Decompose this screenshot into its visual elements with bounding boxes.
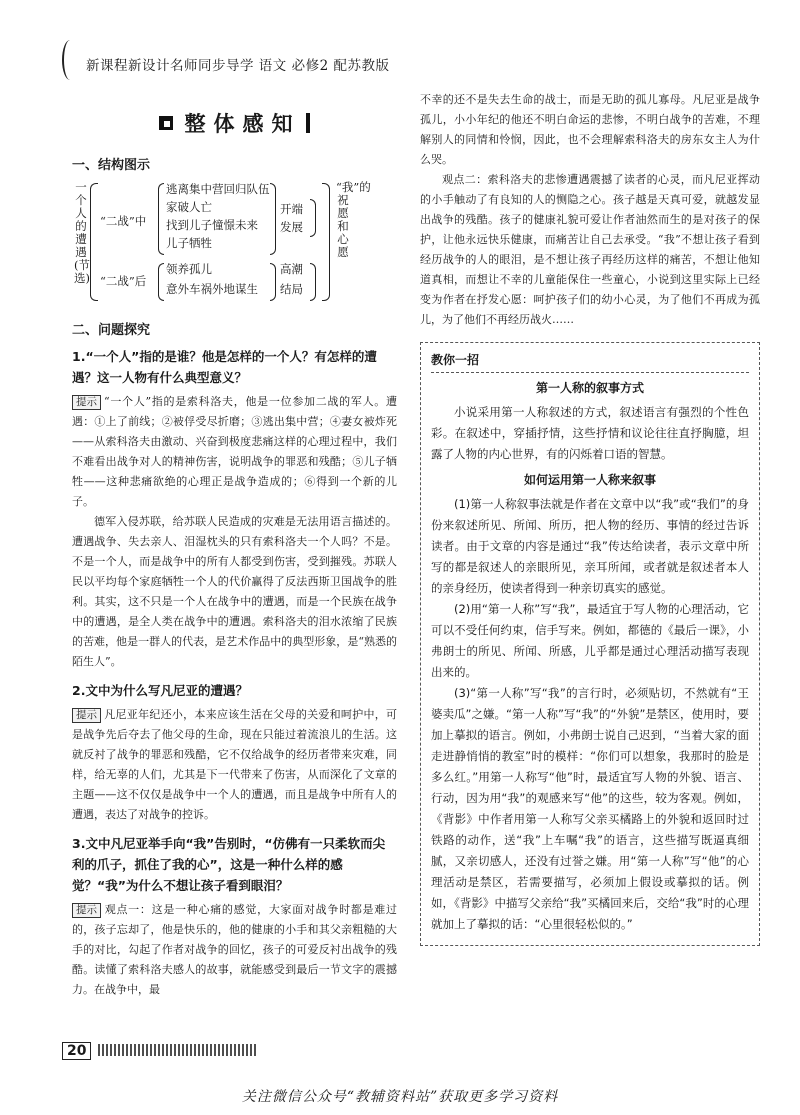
page-header — [62, 40, 762, 80]
diagram-stage-1a: 开端 — [280, 202, 303, 216]
diagram-left-label: 一个人的遭遇(节选) — [74, 180, 90, 285]
banner-icon — [159, 116, 173, 130]
diagram-right-label: “我”的祝愿和心愿 — [336, 180, 371, 259]
tip-paragraph-4: (3)“第一人称”写“我”的言行时，必须贴切，不然就有“王婆卖瓜”之嫌。“第一人称”写“我”的“外貌”是禁区，使用时，要加上摹拟的语言。例如，小弗朗士说自己迟到，“当着大家的面走进静悄悄的教室”时的模样：“你们可以想象，我那时的脸是多么红。”用第一人称写“他”时，最适宜写人物的外貌、语言、行动，因为用“我”的观感来写“他”的这些，较为客观。例如，《背影》中作者用第一人称写父亲买橘路上的外貌和返回时过铁路的动作，送“我”上车嘱“我”的语言，这些描写既逼真细腻，又亲切感人，还没有过誉之嫌。用“第一人称”写“他”的心理活动是禁区，若需要描写，必须加上假设或摹拟的话。例如，《背影》中描写父亲给“我”买橘回来后，交给“我”时的心理就加上了摹拟的话：“心里很轻松似的。” — [431, 686, 749, 931]
right-column — [420, 90, 760, 946]
section-2-title: 二、问题探究 — [72, 323, 151, 338]
question-3: 3.文中凡尼亚举手向“我”告别时，“仿佛有一只柔软而尖利的爪子，抓住了我的心”，这是一种什么样的感觉？“我”为什么不想让孩子看到眼泪？ — [72, 836, 386, 893]
tip-paragraph-1: 小说采用第一人称叙述的方式，叙述语言有强烈的个性色彩。在叙述中，穿插抒情，这些抒情和议论往往直抒胸臆，坦露了人物的内心世界，有的闪烁着口语的智慧。 — [431, 405, 749, 461]
diagram-event-3: 找到儿子憧憬未来 — [166, 218, 258, 232]
diagram-event-5: 领养孤儿 — [166, 262, 212, 276]
diagram-brace-during — [158, 183, 164, 255]
banner-bar — [306, 113, 310, 133]
answer-1-paragraph: 德军入侵苏联，给苏联人民造成的灾难是无法用语言描述的。遭遇战争、失去亲人、泪湿枕头的只有索科洛夫一个人吗？不是。不是一个人，而是战争中的所有人都受到伤害，受到摧残。苏联人民以平均每个家庭牺牲一个人的代价赢得了反法西斯卫国战争的胜利。其实，这不只是一个人在战争中的遭遇，而是一个民族在战争中的遭遇，是全人类在战争中的遭遇。索科洛夫的泪水浓缩了民族的苦难，他是一群人的代表，是艺术作品中的典型形象，是“熟悉的陌生人”。 — [72, 515, 397, 668]
tip-box — [420, 342, 760, 946]
diagram-war-after: “二战”后 — [100, 274, 147, 288]
diagram-brace-main — [90, 183, 98, 301]
answer-2-text: 凡尼亚年纪还小，本来应该生活在父母的关爱和呵护中，可是战争先后夺去了他父母的生命，现在只能过着流浪儿的生活。这就反衬了战争的罪恶和残酷，它不仅给战争的经历者带来灾难，同样，给无辜的人们，尤其是下一代带来了伤害，从而深化了文章的主题——这不仅仅是战争中一个人的遭遇，而且是战争中所有人的遭遇，表达了对战争的控诉。 — [72, 708, 397, 821]
hint-tag: 提示 — [72, 395, 101, 410]
header-title: 新课程新设计名师同步导学 语文 必修2 配苏教版 — [86, 58, 390, 74]
page-number-decoration — [98, 1044, 258, 1056]
diagram-brace-stage2 — [310, 263, 316, 301]
tip-title-1: 第一人称的叙事方式 — [535, 381, 644, 395]
left-column — [72, 90, 397, 1000]
hint-tag: 提示 — [72, 708, 101, 723]
diagram-brace-after — [158, 263, 164, 301]
diagram-stage-2b: 结局 — [280, 282, 303, 296]
diagram-event-4: 儿子牺牲 — [166, 236, 212, 250]
diagram-brace-after-right — [270, 263, 276, 301]
structure-diagram — [72, 179, 397, 309]
page-number-bar — [62, 1042, 262, 1058]
answer-2 — [72, 705, 397, 825]
question-1: 1.“一个人”指的是谁？他是怎样的一个人？有怎样的遭遇？这一人物有什么典型意义？ — [72, 349, 377, 385]
diagram-event-2: 家破人亡 — [166, 200, 212, 214]
diagram-brace-final — [322, 183, 330, 301]
hint-tag: 提示 — [72, 903, 101, 918]
answer-1 — [72, 392, 397, 512]
page-number: 20 — [62, 1042, 91, 1060]
question-2: 2.文中为什么写凡尼亚的遭遇？ — [72, 683, 248, 698]
tip-paragraph-3: (2)用“第一人称”写“我”，最适宜于写人物的心理活动，它可以不受任何约束，信手写来。例如，都德的《最后一课》，小弗朗士的所见、所闻、所感，儿乎都是通过心理活动描写表现出来的。 — [431, 602, 749, 679]
diagram-event-6: 意外车祸外地谋生 — [166, 282, 258, 296]
diagram-stage-2a: 高潮 — [280, 262, 303, 276]
answer-3-text: 观点一：这是一种心痛的感觉，大家面对战争时都是难过的，孩子忘却了，他是快乐的，他的健康的小手和其父亲粗糙的大手的对比，勾起了作者对战争的回忆，孩子的可爱反衬出战争的残酷。读懂了索科洛夫感人的故事，就能感受到最后一节文字的震撼力。在战争中，最 — [72, 903, 397, 996]
diagram-brace-during-right — [270, 183, 276, 255]
right-paragraph-1: 不幸的还不是失去生命的战士，而是无助的孤儿寡母。凡尼亚是战争孤儿，小小年纪的他还不明白命运的悲惨，不明白战争的苦难，不理解别人的同情和怜悯，因此，也不会理解索科洛夫的房东女主人为什么哭。 — [420, 93, 760, 166]
answer-1-text: “一个人”指的是索科洛夫，他是一位参加二战的军人。遭遇：①上了前线；②被俘受尽折磨；③逃出集中营；④妻女被炸死——从索科洛夫由激动、兴奋到极度悲痛这样的心理过程中，我们不难看出战争对人的精神伤害，说明战争的罪恶和残酷；⑤儿子牺牲——这种悲痛欲绝的心理正是战争造成的；⑥得到一个新的儿子。 — [72, 395, 397, 508]
tip-box-header: 教你一招 — [431, 351, 749, 373]
header-bracket — [62, 40, 78, 80]
section-1-title: 一、结构图示 — [72, 158, 151, 173]
tip-title-2: 如何运用第一人称来叙事 — [523, 473, 656, 487]
diagram-war-during: “二战”中 — [100, 214, 147, 228]
banner-title: 整体感知 — [184, 112, 301, 136]
diagram-event-1: 逃离集中营回归队伍 — [166, 182, 270, 196]
tip-paragraph-2: (1)第一人称叙事法就是作者在文章中以“我”或“我们”的身份来叙述所见、所闻、所历，把人物的经历、事情的经过告诉读者。由于文章的内容是通过“我”传达给读者，表示文章中所写的都是叙述人的亲眼所见，亲耳所闻，或者就是叙述者本人的亲身经历，使读者得到一种亲切真实的感觉。 — [431, 497, 749, 595]
footer-note: 关注微信公众号“教辅资料站”获取更多学习资料 — [241, 1089, 559, 1105]
diagram-brace-stage1 — [310, 199, 316, 237]
right-paragraph-2: 观点二：索科洛夫的悲惨遭遇震撼了读者的心灵，而凡尼亚挥动的小手触动了有良知的人的恻隐之心。孩子越是天真可爱，就越发显出战争的残酷。孩子的健康礼貌可爱让作者油然而生的是对孩子的保护，让他永远快乐健康，而痛苦让自己去承受。“我”不想让孩子看到经历战争的人的眼泪，是不想让孩子再经历这样的痛苦，不想让他知道真相，而想让不幸的儿童能保住一些童心，小说到这里实际上已经变为作者在抒发心愿：呵护孩子们的幼小心灵，为了他们不再成为孤儿，为了他们不再经历战火…… — [420, 173, 760, 326]
diagram-stage-1b: 发展 — [280, 220, 303, 234]
section-banner — [72, 108, 397, 138]
answer-3 — [72, 900, 397, 1000]
